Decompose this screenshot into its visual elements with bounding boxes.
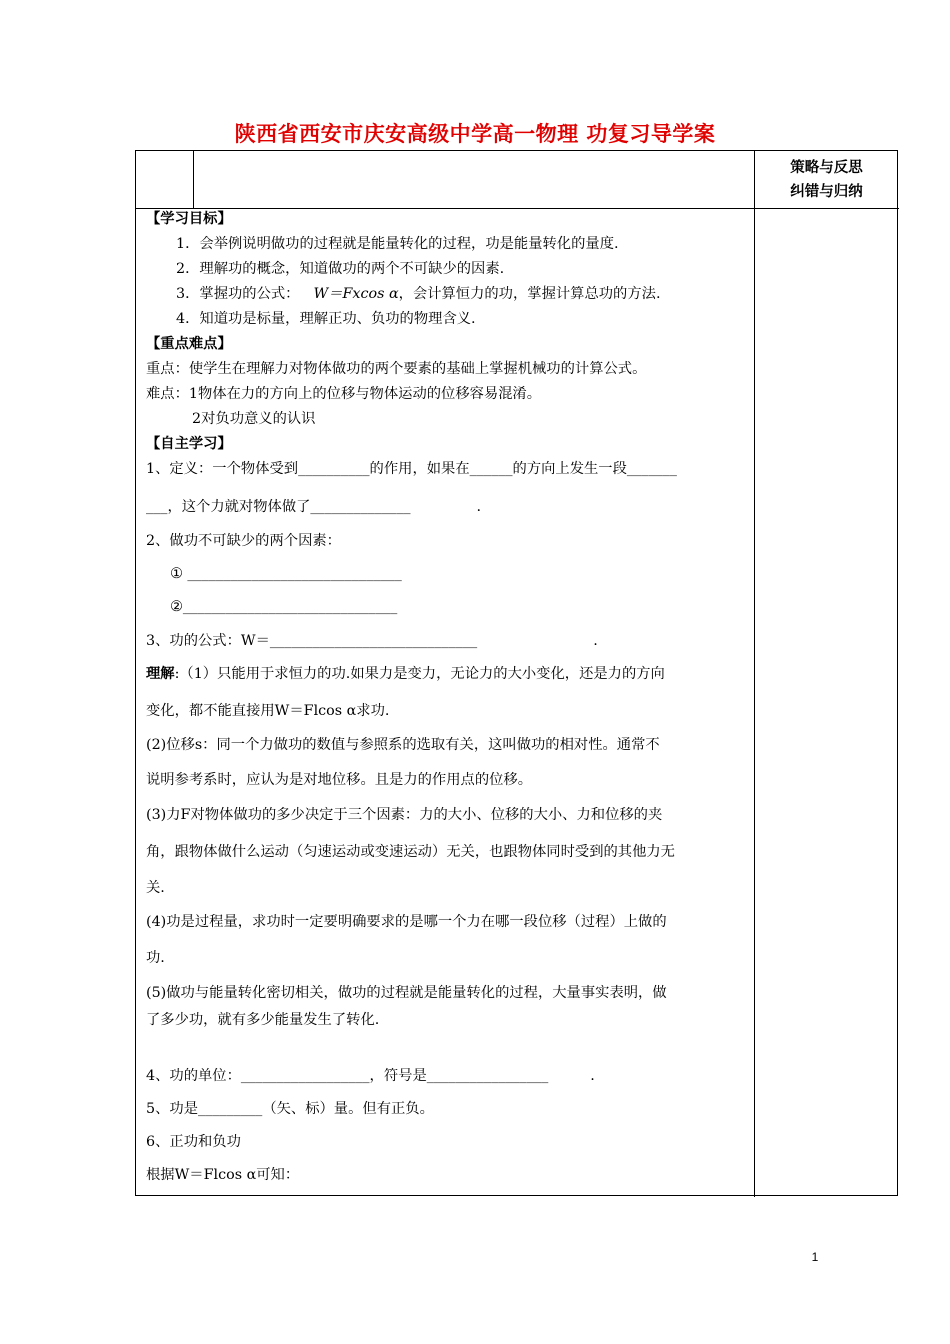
understanding-point-1-line-1 [146,664,665,684]
work-formula: W＝Fxcos α [313,286,399,302]
key-points-heading: 【重点难点】 [146,336,232,352]
self-study-heading: 【自主学习】 [146,436,232,452]
objective-item-3 [176,284,661,304]
understanding-label: 理解 [146,666,175,682]
question-1-line-1: 1、定义：一个物体受到__________的作用，如果在______的方向上发生一段_______ [146,461,677,477]
objective-item-4: 4．知道功是标量，理解正功、负功的物理含义. [176,311,476,327]
document-title: 陕西省西安市庆安高级中学高一物理 功复习导学案 [234,122,716,146]
side-column-header [754,151,899,208]
understanding-point-5-line-2: 了多少功，就有多少能量发生了转化. [146,1012,380,1028]
question-6-subtext: 根据W＝Flcos α可知： [146,1167,300,1183]
side-header-line-1: 策略与反思 [790,160,863,176]
objective-item-3-text: 3．掌握功的公式： [176,286,300,302]
page-number: 1 [811,1250,819,1264]
understanding-point-3-line-2: 角，跟物体做什么运动（匀速运动或变速运动）无关，也跟物体同时受到的其他力无 [146,844,675,860]
question-4 [146,1066,595,1086]
key-point-text: 重点：使学生在理解力对物体做功的两个要素的基础上掌握机械功的计算公式。 [146,361,647,377]
understanding-point-2-line-1: (2)位移s：同一个力做功的数值与参照系的选取有关，这叫做功的相对性。通常不 [146,737,660,753]
question-1-period: . [476,499,482,515]
question-5: 5、功是_________（矢、标）量。但有正负。 [146,1101,434,1117]
understanding-point-1-text: :（1）只能用于求恒力的功.如果力是变力，无论力的大小变化，还是力的方向 [174,666,665,682]
side-header-line-2: 纠错与归纳 [790,184,863,200]
objectives-heading: 【学习目标】 [146,211,232,227]
objective-item-3-tail: ，会计算恒力的功，掌握计算总功的方法. [398,286,661,302]
understanding-point-4-line-2: 功. [146,950,165,966]
understanding-point-2-line-2: 说明参考系时，应认为是对地位移。且是力的作用点的位移。 [146,772,533,788]
question-1-line-2 [146,497,481,517]
difficult-point-2: 2对负功意义的认识 [192,411,316,427]
difficult-point-1: 难点：1物体在力的方向上的位移与物体运动的位移容易混淆。 [146,386,542,402]
question-6: 6、正功和负功 [146,1134,241,1150]
question-4-text: 4、功的单位：__________________，符号是_________________ [146,1068,549,1084]
question-2: 2、做功不可缺少的两个因素： [146,533,341,549]
column-divider-1 [193,151,194,208]
question-2-blank-2: ②______________________________ [170,599,398,615]
question-1-text: ___，这个力就对物体做了______________ [146,499,411,515]
understanding-point-4-line-1: (4)功是过程量，求功时一定要明确要求的是哪一个力在哪一段位移（过程）上做的 [146,914,667,930]
understanding-point-5-line-1: (5)做功与能量转化密切相关，做功的过程就是能量转化的过程，大量事实表明，做 [146,985,667,1001]
objective-item-1: 1．会举例说明做功的过程就是能量转化的过程，功是能量转化的量度. [176,236,619,252]
question-4-period: . [590,1068,595,1084]
column-divider-2 [754,151,755,1197]
question-3 [146,631,598,651]
question-3-text: 3、功的公式：W＝_____________________________ [146,633,478,649]
header-row-divider [136,208,899,209]
objective-item-2: 2．理解功的概念，知道做功的两个不可缺少的因素. [176,261,505,277]
understanding-point-3-line-1: (3)力F对物体做功的多少决定于三个因素：力的大小、位移的大小、力和位移的夹 [146,807,663,823]
understanding-point-1-line-2: 变化，都不能直接用W＝Flcos α求功. [146,703,390,719]
question-2-blank-1: ① ______________________________ [170,566,402,582]
question-3-period: . [593,633,598,649]
understanding-point-3-line-3: 关. [146,880,165,896]
